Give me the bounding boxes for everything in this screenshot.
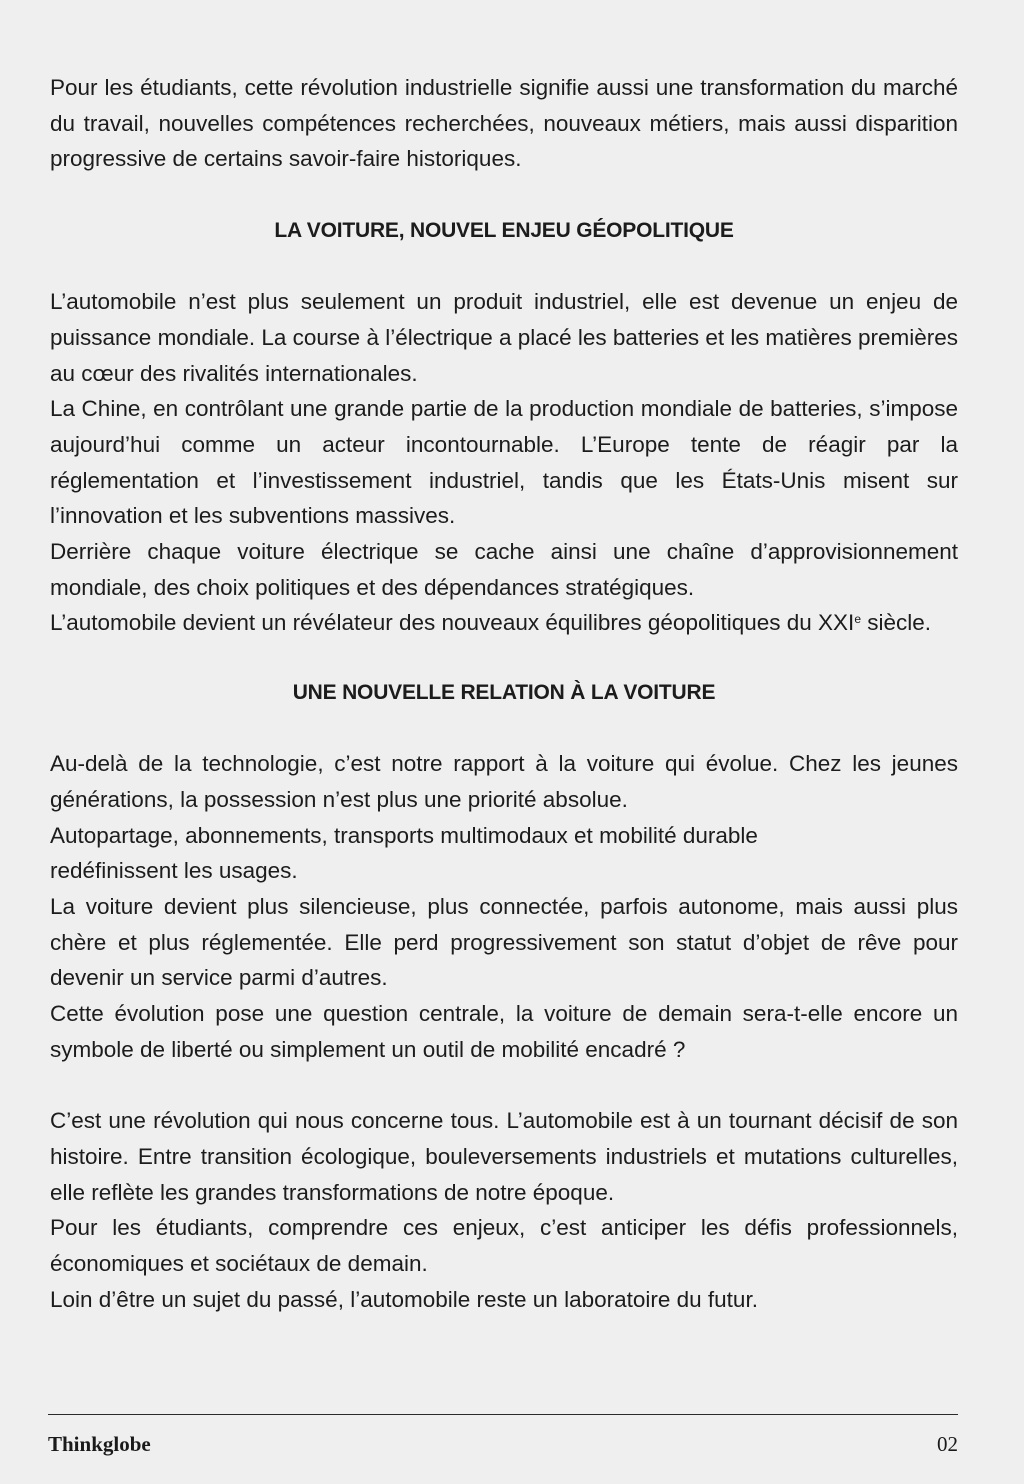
intro-paragraph: Pour les étudiants, cette révolution industrielle signifie aussi une transformation du marché du travail, nouvelles compétences recherchées, nouveaux métiers, mais aussi disparition progressive de certains savoir-faire historiques. [50,75,958,172]
relation-paragraph-3: La voiture devient plus silencieuse, plus connectée, parfois autonome, mais aussi plus chère et plus réglementée. Elle perd progressivement son statut d’objet de rêve pour devenir un service parmi d’autres. [50,893,958,991]
relation-paragraph-1: Au-delà de la technologie, c’est notre rapport à la voiture qui évolue. Chez les jeunes générations, la possession n’est plus une priorité absolue. [50,751,958,812]
page-number: 02 [937,1432,958,1456]
conclusion-paragraph-2: Pour les étudiants, comprendre ces enjeux, c’est anticiper les défis professionnels, économiques et sociétaux de demain. [50,1215,958,1276]
paragraph-spacer [50,1067,958,1103]
footer-divider [48,1414,958,1415]
relation-paragraph-2-line-2: redéfinissent les usages. [50,858,298,884]
section-heading-geopolitique: LA VOITURE, NOUVEL ENJEU GÉOPOLITIQUE [274,219,734,243]
relation-paragraph-2 [50,818,958,889]
conclusion-paragraph-3: Loin d’être un sujet du passé, l’automobile reste un laboratoire du futur. [50,1286,758,1312]
relation-paragraph-4: Cette évolution pose une question centrale, la voiture de demain sera-t-elle encore un symbole de liberté ou simplement un outil de mobilité encadré ? [50,1001,958,1062]
relation-paragraph-2-line-1: Autopartage, abonnements, transports multimodaux et mobilité durable [50,822,758,848]
geo-paragraph-4 [50,605,958,641]
footer-brand: Thinkglobe [48,1432,151,1456]
century-superscript: e [854,612,861,627]
article-body [50,70,958,1317]
geo-paragraph-2: La Chine, en contrôlant une grande partie de la production mondiale de batteries, s’impose aujourd’hui comme un acteur incontournable. L’Europe tente de réagir par la réglementation et l’investissement industriel, tandis que les États-Unis misent sur l’innovation et les subventions massives. [50,396,958,529]
geo-paragraph-3: Derrière chaque voiture électrique se cache ainsi une chaîne d’approvisionnement mondiale, des choix politiques et des dépendances stratégiques. [50,539,958,600]
section-heading-relation: UNE NOUVELLE RELATION À LA VOITURE [292,681,716,705]
geo-paragraph-4-text: L’automobile devient un révélateur des nouveaux équilibres géopolitiques du XXI [50,610,855,636]
geo-paragraph-4-end: siècle. [861,610,932,636]
conclusion-paragraph-1: C’est une révolution qui nous concerne tous. L’automobile est à un tournant décisif de son histoire. Entre transition écologique, bouleversements industriels et mutations culturelles, elle reflète les grandes transformations de notre époque. [50,1108,958,1205]
geo-paragraph-1: L’automobile n’est plus seulement un produit industriel, elle est devenue un enjeu de puissance mondiale. La course à l’électrique a placé les batteries et les matières premières au cœur des rivalités internationales. [50,289,958,386]
